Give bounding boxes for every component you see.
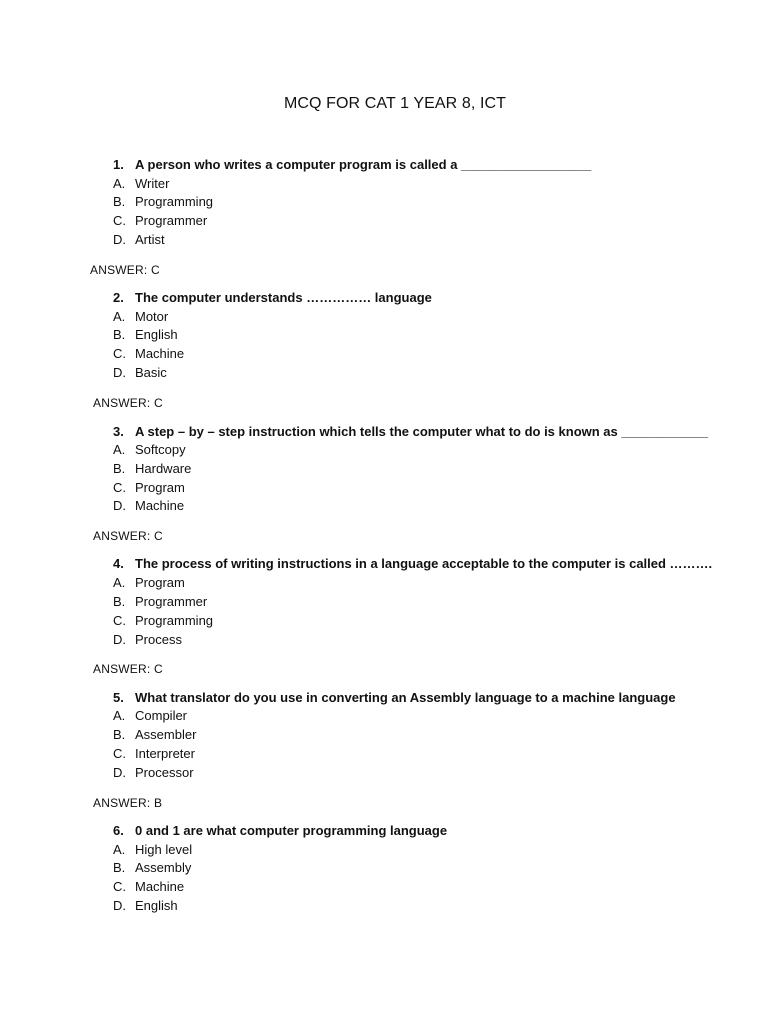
option-1c — [113, 213, 207, 229]
option-letter: D. — [113, 632, 126, 647]
answer-1: ANSWER: C — [90, 263, 160, 277]
option-text: Assembly — [135, 860, 192, 875]
option-letter: C. — [113, 213, 126, 228]
option-text: Writer — [135, 176, 170, 191]
option-letter: A. — [113, 176, 126, 191]
option-3c — [113, 480, 185, 496]
option-1d — [113, 232, 165, 248]
question-3 — [113, 424, 708, 440]
document-title: MCQ FOR CAT 1 YEAR 8, ICT — [283, 95, 507, 112]
option-letter: D. — [113, 232, 126, 247]
option-text: Softcopy — [135, 442, 186, 457]
option-letter: A. — [113, 309, 126, 324]
question-text: What translator do you use in converting an Assembly language to a machine language — [135, 690, 676, 705]
question-text: The process of writing instructions in a language acceptable to the computer is called ………. — [135, 556, 713, 571]
option-2a — [113, 309, 168, 325]
option-text: Processor — [135, 765, 194, 780]
option-1b — [113, 194, 213, 210]
question-text: 0 and 1 are what computer programming language — [135, 823, 448, 838]
question-number: 3. — [113, 424, 124, 439]
option-letter: A. — [113, 842, 126, 857]
option-text: Program — [135, 480, 185, 495]
option-letter: B. — [113, 594, 126, 609]
question-text: The computer understands …………… language — [135, 290, 432, 305]
question-number: 5. — [113, 690, 124, 705]
question-number: 1. — [113, 157, 124, 172]
option-4c — [113, 613, 213, 629]
option-6c — [113, 879, 184, 895]
question-text: A person who writes a computer program is called a __________________ — [135, 157, 592, 172]
question-text: A step – by – step instruction which tells the computer what to do is known as ____________ — [135, 424, 709, 439]
option-letter: B. — [113, 194, 126, 209]
option-text: Motor — [135, 309, 169, 324]
option-6b — [113, 860, 191, 876]
option-letter: D. — [113, 765, 126, 780]
answer-4: ANSWER: C — [93, 662, 163, 676]
option-text: Basic — [135, 365, 167, 380]
option-letter: A. — [113, 442, 126, 457]
option-text: Compiler — [135, 708, 188, 723]
question-2 — [113, 290, 432, 306]
option-text: Programming — [135, 613, 214, 628]
option-5c — [113, 746, 195, 762]
option-text: Programming — [135, 194, 214, 209]
option-text: Programmer — [135, 213, 208, 228]
answer-2: ANSWER: C — [93, 396, 163, 410]
option-5d — [113, 765, 194, 781]
option-letter: B. — [113, 727, 126, 742]
option-letter: D. — [113, 898, 126, 913]
option-letter: C. — [113, 346, 126, 361]
option-2d — [113, 365, 167, 381]
option-text: Programmer — [135, 594, 208, 609]
question-6 — [113, 823, 447, 839]
option-6d — [113, 898, 178, 914]
question-5 — [113, 690, 676, 706]
option-text: Artist — [135, 232, 165, 247]
option-letter: A. — [113, 708, 126, 723]
option-text: Process — [135, 632, 182, 647]
question-number: 4. — [113, 556, 124, 571]
option-4d — [113, 632, 182, 648]
option-letter: C. — [113, 879, 126, 894]
option-4b — [113, 594, 207, 610]
option-text: English — [135, 327, 178, 342]
option-text: Assembler — [135, 727, 197, 742]
option-text: Machine — [135, 346, 185, 361]
option-text: Machine — [135, 879, 185, 894]
option-2c — [113, 346, 184, 362]
option-3b — [113, 461, 191, 477]
option-text: Machine — [135, 498, 185, 513]
option-letter: C. — [113, 746, 126, 761]
option-6a — [113, 842, 192, 858]
option-letter: B. — [113, 461, 126, 476]
option-5b — [113, 727, 196, 743]
option-letter: B. — [113, 327, 126, 342]
option-5a — [113, 708, 187, 724]
answer-3: ANSWER: C — [93, 529, 163, 543]
option-3d — [113, 498, 184, 514]
option-4a — [113, 575, 185, 591]
option-text: High level — [135, 842, 193, 857]
question-number: 6. — [113, 823, 124, 838]
option-letter: D. — [113, 498, 126, 513]
question-1 — [113, 157, 591, 173]
option-text: English — [135, 898, 178, 913]
option-3a — [113, 442, 186, 458]
option-letter: C. — [113, 480, 126, 495]
answer-5: ANSWER: B — [93, 796, 163, 810]
question-4 — [113, 556, 712, 572]
option-1a — [113, 176, 169, 192]
option-text: Program — [135, 575, 185, 590]
option-letter: A. — [113, 575, 126, 590]
option-text: Interpreter — [135, 746, 195, 761]
option-letter: B. — [113, 860, 126, 875]
option-letter: D. — [113, 365, 126, 380]
option-letter: C. — [113, 613, 126, 628]
option-2b — [113, 327, 178, 343]
question-number: 2. — [113, 290, 124, 305]
option-text: Hardware — [135, 461, 192, 476]
